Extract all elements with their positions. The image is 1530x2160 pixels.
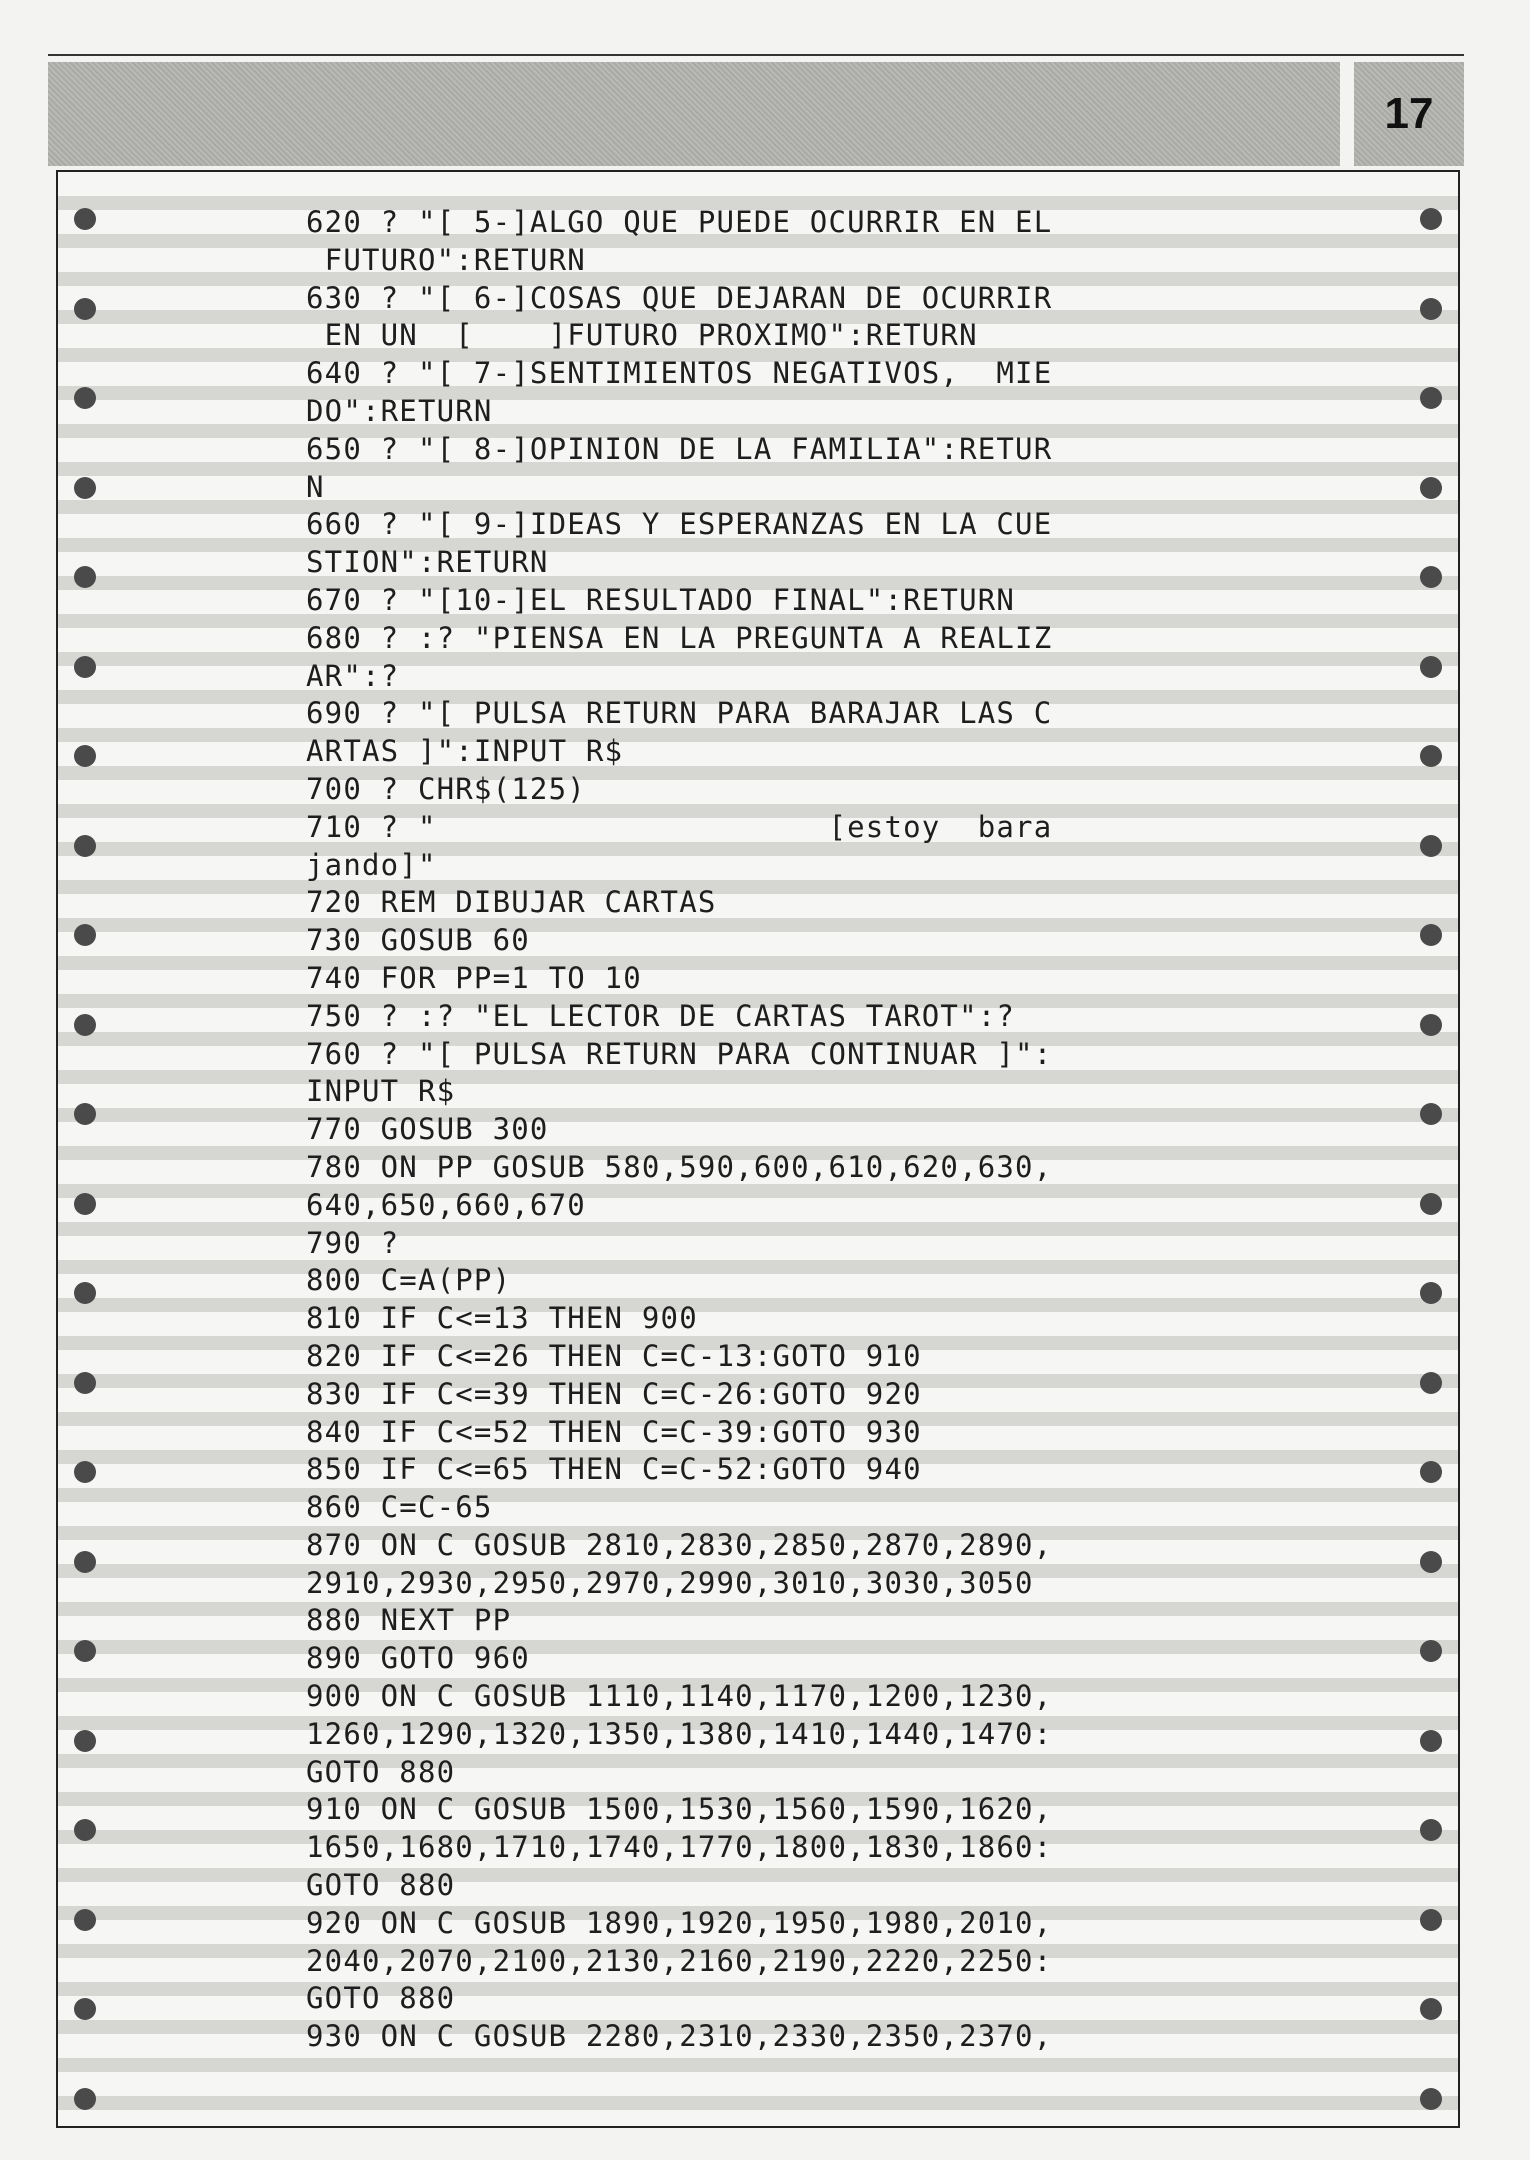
tractor-hole-icon <box>1420 1193 1442 1215</box>
tractor-hole-icon <box>1420 2088 1442 2110</box>
code-line: 790 ? <box>306 1225 400 1260</box>
tractor-hole-icon <box>74 924 96 946</box>
code-line: 1650,1680,1710,1740,1770,1800,1830,1860: <box>306 1830 1053 1865</box>
tractor-hole-icon <box>74 2088 96 2110</box>
tractor-hole-icon <box>1420 1998 1442 2020</box>
tractor-hole-icon <box>1420 924 1442 946</box>
code-line: 750 ? :? "EL LECTOR DE CARTAS TAROT":? <box>306 998 1016 1033</box>
code-line: 850 IF C<=65 THEN C=C-52:GOTO 940 <box>306 1452 922 1487</box>
tractor-hole-icon <box>74 387 96 409</box>
code-line: 670 ? "[10-]EL RESULTADO FINAL":RETURN <box>306 582 1016 617</box>
tractor-hole-icon <box>1420 477 1442 499</box>
page-number-box <box>1354 62 1464 166</box>
code-line: 930 ON C GOSUB 2280,2310,2330,2350,2370, <box>306 2019 1053 2054</box>
tractor-hole-icon <box>74 1103 96 1125</box>
code-line: GOTO 880 <box>306 1868 456 1903</box>
code-line: DO":RETURN <box>306 393 493 428</box>
tractor-hole-icon <box>1420 1103 1442 1125</box>
tractor-hole-icon <box>1420 387 1442 409</box>
tractor-hole-icon <box>74 1193 96 1215</box>
code-line: EN UN [ ]FUTURO PROXIMO":RETURN <box>306 318 978 353</box>
code-line: 810 IF C<=13 THEN 900 <box>306 1301 698 1336</box>
code-line: 2040,2070,2100,2130,2160,2190,2220,2250: <box>306 1943 1053 1978</box>
tractor-hole-icon <box>74 656 96 678</box>
code-line: GOTO 880 <box>306 1754 456 1789</box>
code-line <box>306 2056 1286 2094</box>
tractor-hole-icon <box>1420 1909 1442 1931</box>
page-number: 17 <box>1384 89 1434 138</box>
code-line: 800 C=A(PP) <box>306 1263 512 1298</box>
code-line: 890 GOTO 960 <box>306 1641 530 1676</box>
tractor-hole-icon <box>74 1909 96 1931</box>
code-line: 2910,2930,2950,2970,2990,3010,3030,3050 <box>306 1565 1034 1600</box>
code-line: 760 ? "[ PULSA RETURN PARA CONTINUAR ]": <box>306 1036 1053 1071</box>
tractor-hole-icon <box>1420 298 1442 320</box>
code-line: 650 ? "[ 8-]OPINION DE LA FAMILIA":RETUR <box>306 431 1053 466</box>
code-line: jando]" <box>306 847 437 882</box>
tractor-hole-icon <box>74 835 96 857</box>
code-line: 870 ON C GOSUB 2810,2830,2850,2870,2890, <box>306 1527 1053 1562</box>
code-line: 910 ON C GOSUB 1500,1530,1560,1590,1620, <box>306 1792 1053 1827</box>
tractor-hole-icon <box>74 1461 96 1483</box>
code-line: 640,650,660,670 <box>306 1187 586 1222</box>
tractor-hole-icon <box>1420 208 1442 230</box>
code-line: 1260,1290,1320,1350,1380,1410,1440,1470: <box>306 1716 1053 1751</box>
tractor-hole-icon <box>74 208 96 230</box>
code-line: 820 IF C<=26 THEN C=C-13:GOTO 910 <box>306 1338 922 1373</box>
code-line: GOTO 880 <box>306 1981 456 2016</box>
tractor-hole-icon <box>74 1730 96 1752</box>
code-line: 860 C=C-65 <box>306 1490 493 1525</box>
tractor-hole-icon <box>74 477 96 499</box>
tractor-hole-icon <box>1420 1014 1442 1036</box>
code-line: 710 ? " [estoy bara <box>306 809 1053 844</box>
tractor-hole-icon <box>1420 1282 1442 1304</box>
code-line: 720 REM DIBUJAR CARTAS <box>306 885 717 920</box>
code-line: FUTURO":RETURN <box>306 242 586 277</box>
code-line: 780 ON PP GOSUB 580,590,600,610,620,630, <box>306 1149 1053 1184</box>
code-line: 680 ? :? "PIENSA EN LA PREGUNTA A REALIZ <box>306 620 1053 655</box>
code-line: 900 ON C GOSUB 1110,1140,1170,1200,1230, <box>306 1679 1053 1714</box>
code-line: ARTAS ]":INPUT R$ <box>306 734 624 769</box>
code-line: 770 GOSUB 300 <box>306 1112 549 1147</box>
top-rule <box>48 54 1464 56</box>
code-line: STION":RETURN <box>306 545 549 580</box>
code-line: 740 FOR PP=1 TO 10 <box>306 960 642 995</box>
code-line: 640 ? "[ 7-]SENTIMIENTOS NEGATIVOS, MIE <box>306 356 1053 391</box>
tractor-hole-icon <box>74 1998 96 2020</box>
tractor-hole-icon <box>74 298 96 320</box>
header-band <box>48 62 1340 166</box>
tractor-hole-icon <box>1420 1819 1442 1841</box>
code-line: 620 ? "[ 5-]ALGO QUE PUEDE OCURRIR EN EL <box>306 205 1053 239</box>
tractor-hole-icon <box>74 1551 96 1573</box>
right-tractor-holes <box>1416 172 1446 2126</box>
code-line: 830 IF C<=39 THEN C=C-26:GOTO 920 <box>306 1376 922 1411</box>
tractor-hole-icon <box>74 1640 96 1662</box>
tractor-hole-icon <box>74 1819 96 1841</box>
tractor-hole-icon <box>1420 1461 1442 1483</box>
code-line: 920 ON C GOSUB 1890,1920,1950,1980,2010, <box>306 1905 1053 1940</box>
tractor-hole-icon <box>1420 745 1442 767</box>
code-line: INPUT R$ <box>306 1074 456 1109</box>
tractor-hole-icon <box>1420 566 1442 588</box>
tractor-hole-icon <box>1420 1551 1442 1573</box>
basic-program-listing <box>306 204 1286 2094</box>
code-line: 690 ? "[ PULSA RETURN PARA BARAJAR LAS C <box>306 696 1053 731</box>
tractor-hole-icon <box>1420 1372 1442 1394</box>
code-line: 660 ? "[ 9-]IDEAS Y ESPERANZAS EN LA CUE <box>306 507 1053 542</box>
tractor-hole-icon <box>1420 835 1442 857</box>
tractor-hole-icon <box>1420 1730 1442 1752</box>
tractor-hole-icon <box>74 1014 96 1036</box>
code-line: 840 IF C<=52 THEN C=C-39:GOTO 930 <box>306 1414 922 1449</box>
tractor-hole-icon <box>74 1282 96 1304</box>
code-line: N <box>306 469 325 504</box>
code-line: 880 NEXT PP <box>306 1603 512 1638</box>
left-tractor-holes <box>70 172 100 2126</box>
tractor-hole-icon <box>74 1372 96 1394</box>
code-line: 730 GOSUB 60 <box>306 923 530 958</box>
code-line: 700 ? CHR$(125) <box>306 771 586 806</box>
code-line: AR":? <box>306 658 400 693</box>
tractor-hole-icon <box>1420 656 1442 678</box>
code-line: 630 ? "[ 6-]COSAS QUE DEJARAN DE OCURRIR <box>306 280 1053 315</box>
tractor-hole-icon <box>74 745 96 767</box>
tractor-hole-icon <box>1420 1640 1442 1662</box>
program-listing-frame <box>56 170 1460 2128</box>
tractor-hole-icon <box>74 566 96 588</box>
